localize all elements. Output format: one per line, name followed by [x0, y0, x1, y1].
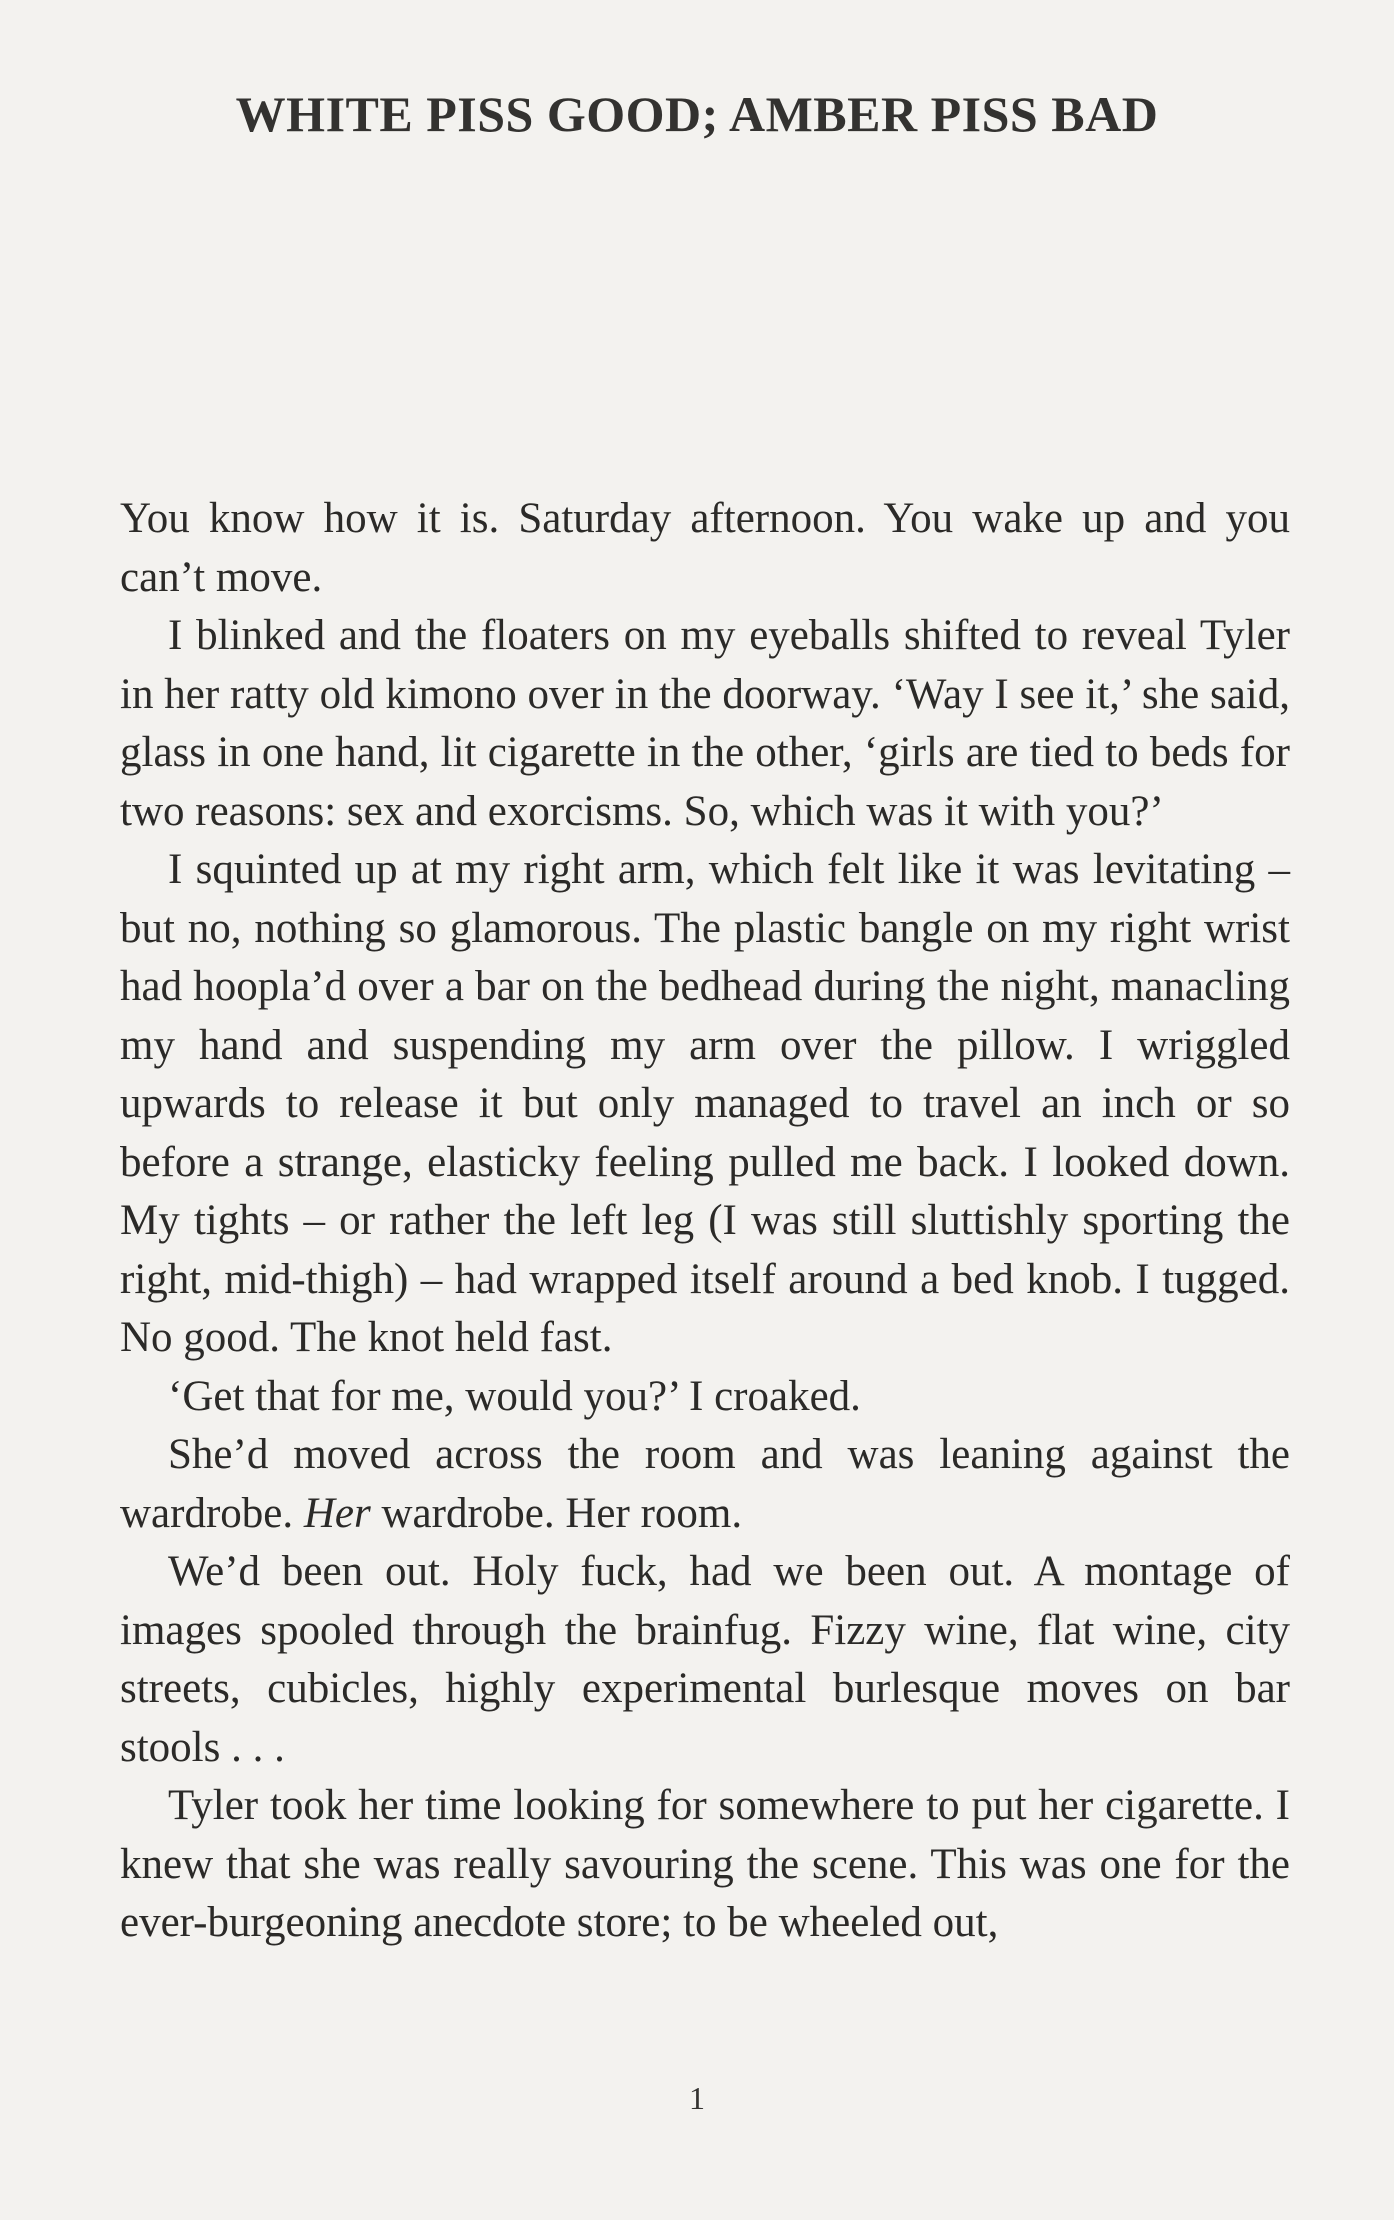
emphasized-text: Her	[303, 1489, 371, 1537]
paragraph: Tyler took her time looking for somewhere to put her cigarette. I knew that she was really savouring the scene. This was one for the ever-burgeoning anecdote store; to be wheeled out,	[120, 1782, 1290, 1946]
paragraph-text: She’d moved across the room and was leaning against the wardrobe.	[120, 1431, 1290, 1537]
paragraph: You know how it is. Saturday afternoon. You wake up and you can’t move.	[120, 495, 1290, 601]
paragraph: I blinked and the floaters on my eyeballs shifted to reveal Tyler in her ratty old kimono over in the doorway. ‘Way I see it,’ she said, glass in one hand, lit cigarette in the other, ‘girls are tied to beds for two reasons: sex and exorcisms. So, which was it with you?’	[120, 612, 1290, 835]
paragraph	[120, 1426, 1290, 1543]
chapter-title: WHITE PISS GOOD; AMBER PISS BAD	[235, 86, 1159, 142]
paragraph: ‘Get that for me, would you?’ I croaked.	[168, 1372, 861, 1420]
page-number: 1	[689, 2080, 705, 2116]
paragraph-text: wardrobe. Her room.	[370, 1489, 743, 1537]
paragraph: We’d been out. Holy fuck, had we been out. A montage of images spooled through the brainfug. Fizzy wine, flat wine, city streets, cubicles, highly experimental burlesque moves on bar stools . . .	[120, 1548, 1290, 1771]
body-text	[120, 490, 1290, 1953]
paragraph: I squinted up at my right arm, which felt like it was levitating – but no, nothing so glamorous. The plastic bangle on my right wrist had hoopla’d over a bar on the bedhead during the night, manacling my hand and suspending my arm over the pillow. I wriggled upwards to release it but only managed to travel an inch or so before a strange, elasticky feeling pulled me back. I looked down. My tights – or rather the left leg (I was still sluttishly sporting the right, mid-thigh) – had wrapped itself around a bed knob. I tugged. No good. The knot held fast.	[120, 846, 1290, 1361]
